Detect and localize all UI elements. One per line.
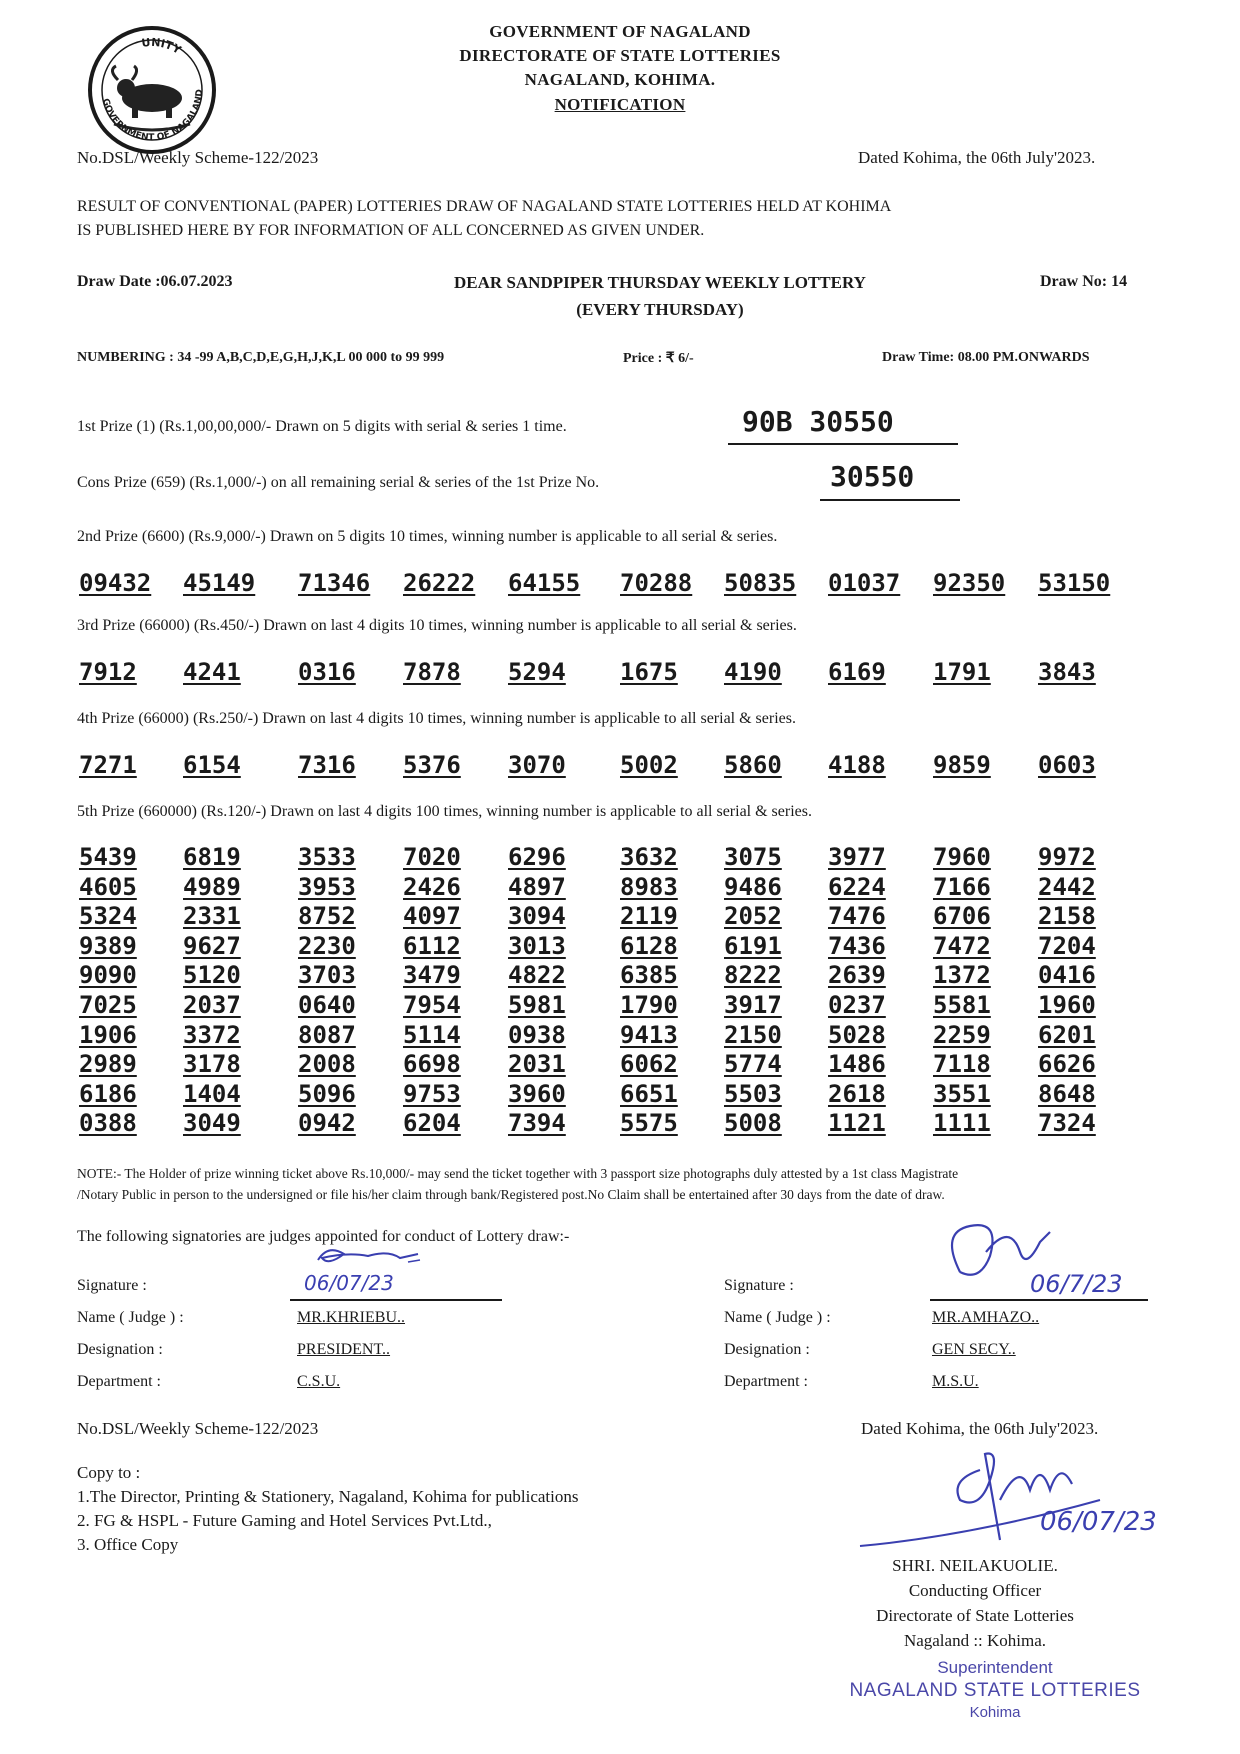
winning-number: 5981 bbox=[508, 991, 566, 1019]
winning-number: 7394 bbox=[508, 1109, 566, 1138]
winning-number: 7472 bbox=[933, 931, 991, 960]
winning-number: 5028 bbox=[828, 1020, 886, 1049]
winning-number: 26222 bbox=[403, 569, 476, 597]
left-designation-label: Designation : bbox=[77, 1341, 163, 1358]
left-department-label: Department : bbox=[77, 1373, 161, 1390]
winning-number: 1791 bbox=[933, 658, 991, 686]
winning-number: 53150 bbox=[1038, 569, 1111, 597]
officer-organization: Directorate of State Lotteries bbox=[876, 1606, 1074, 1625]
winning-number: 6819 bbox=[183, 843, 241, 871]
winning-number: 6296 bbox=[508, 843, 566, 871]
winning-number: 45149 bbox=[183, 569, 256, 597]
winning-number: 3953 bbox=[298, 872, 356, 901]
copy-item-2: 2. FG & HSPL - Future Gaming and Hotel Services Pvt.Ltd., bbox=[77, 1511, 492, 1530]
winning-number: 7118 bbox=[933, 1050, 991, 1079]
winning-number: 6626 bbox=[1038, 1050, 1096, 1079]
winning-number: 6128 bbox=[620, 931, 678, 960]
winning-number: 3551 bbox=[933, 1079, 991, 1108]
left-judge-signature bbox=[288, 1240, 508, 1300]
winning-number: 7166 bbox=[933, 872, 991, 901]
cons-prize-label: Cons Prize (659) (Rs.1,000/-) on all remaining serial & series of the 1st Prize No. bbox=[77, 474, 600, 491]
stamp-line-3: Kohima bbox=[969, 1704, 1021, 1721]
winning-number: 5114 bbox=[403, 1020, 461, 1049]
right-judge-signature bbox=[930, 1212, 1190, 1302]
winning-number: 6204 bbox=[403, 1109, 461, 1138]
winning-number: 3977 bbox=[828, 843, 886, 871]
right-signature-date: 06/7/23 bbox=[1030, 1270, 1123, 1298]
winning-number: 5120 bbox=[183, 961, 241, 990]
winning-number: 7436 bbox=[828, 931, 886, 960]
winning-number: 3178 bbox=[183, 1050, 241, 1079]
winning-number: 5860 bbox=[724, 751, 782, 779]
winning-number: 4241 bbox=[183, 658, 241, 686]
left-signature-label: Signature : bbox=[77, 1277, 147, 1294]
winning-number: 2008 bbox=[298, 1050, 356, 1079]
copy-item-3: 3. Office Copy bbox=[77, 1535, 179, 1554]
conducting-officer-signature bbox=[850, 1440, 1230, 1570]
left-signature-date: 06/07/23 bbox=[304, 1271, 394, 1295]
winning-number: 2442 bbox=[1038, 872, 1096, 901]
header-notification: NOTIFICATION bbox=[554, 95, 686, 114]
copy-to-label: Copy to : bbox=[77, 1463, 141, 1482]
winning-number: 1790 bbox=[620, 991, 678, 1019]
lottery-title: DEAR SANDPIPER THURSDAY WEEKLY LOTTERY bbox=[454, 273, 866, 292]
winning-number: 5294 bbox=[508, 658, 566, 686]
winning-number: 3070 bbox=[508, 751, 566, 779]
dated-line: Dated Kohima, the 06th July'2023. bbox=[858, 148, 1096, 167]
winning-number: 7476 bbox=[828, 902, 886, 931]
winning-number: 7878 bbox=[403, 658, 461, 686]
left-judge-department: C.S.U. bbox=[297, 1373, 341, 1390]
winning-number: 7954 bbox=[403, 991, 461, 1019]
winning-number: 6186 bbox=[79, 1079, 137, 1108]
winning-number: 8648 bbox=[1038, 1079, 1096, 1108]
numbering: NUMBERING : 34 -99 A,B,C,D,E,G,H,J,K,L 00 000 to 99 999 bbox=[77, 350, 445, 365]
winning-number: 6201 bbox=[1038, 1020, 1096, 1049]
winning-number: 7912 bbox=[79, 658, 137, 686]
price: Price : ₹ 6/- bbox=[623, 351, 694, 366]
winning-number: 71346 bbox=[298, 569, 371, 597]
draw-date: Draw Date :06.07.2023 bbox=[77, 273, 233, 290]
winning-number: 6062 bbox=[620, 1050, 678, 1079]
winning-number: 3960 bbox=[508, 1079, 566, 1108]
winning-number: 3049 bbox=[183, 1109, 241, 1138]
winning-number: 5008 bbox=[724, 1109, 782, 1138]
winning-number: 7960 bbox=[933, 843, 991, 871]
winning-number: 3075 bbox=[724, 843, 782, 871]
winning-number: 70288 bbox=[620, 569, 693, 597]
officer-title: Conducting Officer bbox=[908, 1581, 1042, 1600]
winning-number: 1675 bbox=[620, 658, 678, 686]
winning-number: 0603 bbox=[1038, 751, 1096, 779]
winning-number: 4897 bbox=[508, 872, 566, 901]
winning-number: 09432 bbox=[79, 569, 152, 597]
note-line-2: /Notary Public in person to the undersigned or file his/her claim through bank/Registered post.No Claim shall be entertained after 30 days from the date of draw. bbox=[77, 1187, 945, 1202]
winning-number: 8983 bbox=[620, 872, 678, 901]
winning-number: 2037 bbox=[183, 991, 241, 1019]
winning-number: 6112 bbox=[403, 931, 461, 960]
winning-number: 6698 bbox=[403, 1050, 461, 1079]
winning-number: 7316 bbox=[298, 751, 356, 779]
winning-number: 6224 bbox=[828, 872, 886, 901]
winning-number: 9627 bbox=[183, 931, 241, 960]
winning-number: 64155 bbox=[508, 569, 581, 597]
winning-number: 5324 bbox=[79, 902, 137, 931]
winning-number: 1121 bbox=[828, 1109, 886, 1138]
winning-number: 0942 bbox=[298, 1109, 356, 1138]
winning-number: 6706 bbox=[933, 902, 991, 931]
winning-number: 0388 bbox=[79, 1109, 137, 1138]
winning-number: 9753 bbox=[403, 1079, 461, 1108]
winning-number: 2150 bbox=[724, 1020, 782, 1049]
winning-number: 1960 bbox=[1038, 991, 1096, 1019]
winning-number: 92350 bbox=[933, 569, 1006, 597]
note-line-1: NOTE:- The Holder of prize winning ticket above Rs.10,000/- may send the ticket together with 3 passport size photographs duly attested by a 1st class Magistrate bbox=[77, 1166, 959, 1181]
stamp-line-2: NAGALAND STATE LOTTERIES bbox=[849, 1680, 1141, 1701]
left-name-label: Name ( Judge ) : bbox=[77, 1309, 184, 1326]
winning-number: 9090 bbox=[79, 961, 137, 990]
draw-time: Draw Time: 08.00 PM.ONWARDS bbox=[882, 350, 1090, 365]
left-signature-line bbox=[290, 1299, 502, 1301]
right-designation-label: Designation : bbox=[724, 1341, 810, 1358]
winning-number: 2259 bbox=[933, 1020, 991, 1049]
first-prize-number: 90B 30550 bbox=[742, 405, 894, 438]
winning-number: 2639 bbox=[828, 961, 886, 990]
winning-number: 8752 bbox=[298, 902, 356, 931]
winning-number: 3013 bbox=[508, 931, 566, 960]
winning-number: 3094 bbox=[508, 902, 566, 931]
footer-reference-number: No.DSL/Weekly Scheme-122/2023 bbox=[77, 1419, 319, 1438]
winning-number: 7324 bbox=[1038, 1109, 1096, 1138]
left-judge-designation: PRESIDENT.. bbox=[297, 1341, 391, 1358]
winning-number: 3703 bbox=[298, 961, 356, 990]
third-prize-label: 3rd Prize (66000) (Rs.450/-) Drawn on last 4 digits 10 times, winning number is applicable to all serial & series. bbox=[77, 617, 797, 634]
left-judge-name: MR.KHRIEBU.. bbox=[297, 1309, 406, 1326]
first-prize-rule bbox=[728, 443, 958, 445]
judges-intro: The following signatories are judges appointed for conduct of Lottery draw:- bbox=[77, 1228, 570, 1245]
winning-number: 0938 bbox=[508, 1020, 566, 1049]
cons-prize-number: 30550 bbox=[830, 460, 915, 493]
winning-number: 0640 bbox=[298, 991, 356, 1019]
right-judge-designation: GEN SECY.. bbox=[932, 1341, 1016, 1358]
reference-number: No.DSL/Weekly Scheme-122/2023 bbox=[77, 148, 319, 167]
winning-number: 5575 bbox=[620, 1109, 678, 1138]
winning-number: 9972 bbox=[1038, 843, 1096, 871]
right-judge-department: M.S.U. bbox=[932, 1373, 979, 1390]
winning-number: 2618 bbox=[828, 1079, 886, 1108]
draw-number: Draw No: 14 bbox=[1040, 273, 1128, 290]
winning-number: 8087 bbox=[298, 1020, 356, 1049]
header-line-3: NAGALAND, KOHIMA. bbox=[524, 70, 716, 89]
logo-top-text: UNITY bbox=[140, 35, 184, 57]
winning-number: 8222 bbox=[724, 961, 782, 990]
lottery-subtitle: (EVERY THURSDAY) bbox=[576, 300, 744, 319]
officer-name: SHRI. NEILAKUOLIE. bbox=[892, 1556, 1058, 1575]
winning-number: 9389 bbox=[79, 931, 137, 960]
winning-number: 5774 bbox=[724, 1050, 782, 1079]
winning-number: 7025 bbox=[79, 991, 137, 1019]
winning-number: 0316 bbox=[298, 658, 356, 686]
winning-number: 50835 bbox=[724, 569, 797, 597]
winning-number: 2426 bbox=[403, 872, 461, 901]
winning-number: 6651 bbox=[620, 1079, 678, 1108]
right-signature-label: Signature : bbox=[724, 1277, 794, 1294]
winning-number: 9413 bbox=[620, 1020, 678, 1049]
intro-line-1: RESULT OF CONVENTIONAL (PAPER) LOTTERIES DRAW OF NAGALAND STATE LOTTERIES HELD AT KOHIMA bbox=[77, 198, 892, 215]
right-name-label: Name ( Judge ) : bbox=[724, 1309, 831, 1326]
cons-prize-rule bbox=[820, 499, 960, 501]
winning-number: 6191 bbox=[724, 931, 782, 960]
winning-number: 3632 bbox=[620, 843, 678, 871]
fifth-prize-label: 5th Prize (660000) (Rs.120/-) Drawn on last 4 digits 100 times, winning number is applicable to all serial & series. bbox=[77, 803, 812, 820]
intro-line-2: IS PUBLISHED HERE BY FOR INFORMATION OF ALL CONCERNED AS GIVEN UNDER. bbox=[77, 222, 705, 239]
winning-number: 2031 bbox=[508, 1050, 566, 1079]
copy-item-1: 1.The Director, Printing & Stationery, Nagaland, Kohima for publications bbox=[77, 1487, 579, 1506]
second-prize-label: 2nd Prize (6600) (Rs.9,000/-) Drawn on 5 digits 10 times, winning number is applicable to all serial & series. bbox=[77, 528, 778, 545]
winning-number: 1404 bbox=[183, 1079, 241, 1108]
winning-number: 1906 bbox=[79, 1020, 137, 1049]
winning-number: 1372 bbox=[933, 961, 991, 990]
winning-number: 5439 bbox=[79, 843, 137, 871]
winning-number: 5581 bbox=[933, 991, 991, 1019]
winning-number: 5376 bbox=[403, 751, 461, 779]
logo-ring-text: GOVERNMENT OF NAGALAND bbox=[99, 88, 206, 144]
winning-number: 4190 bbox=[724, 658, 782, 686]
winning-number: 5503 bbox=[724, 1079, 782, 1108]
fourth-prize-label: 4th Prize (66000) (Rs.250/-) Drawn on last 4 digits 10 times, winning number is applicable to all serial & series. bbox=[77, 710, 796, 727]
winning-number: 1486 bbox=[828, 1050, 886, 1079]
footer-dated-line: Dated Kohima, the 06th July'2023. bbox=[861, 1419, 1099, 1438]
stamp-line-1: Superintendent bbox=[937, 1658, 1053, 1677]
winning-number: 4822 bbox=[508, 961, 566, 990]
right-signature-line bbox=[930, 1299, 1148, 1301]
svg-text:UNITY bbox=[141, 36, 184, 57]
winning-number: 2052 bbox=[724, 902, 782, 931]
winning-number: 4989 bbox=[183, 872, 241, 901]
winning-number: 3372 bbox=[183, 1020, 241, 1049]
winning-number: 1111 bbox=[933, 1109, 991, 1138]
winning-number: 5096 bbox=[298, 1079, 356, 1108]
first-prize-label: 1st Prize (1) (Rs.1,00,00,000/- Drawn on 5 digits with serial & series 1 time. bbox=[77, 418, 567, 435]
winning-number: 2158 bbox=[1038, 902, 1096, 931]
winning-number: 6154 bbox=[183, 751, 241, 779]
winning-number: 2331 bbox=[183, 902, 241, 931]
header-line-2: DIRECTORATE OF STATE LOTTERIES bbox=[459, 46, 781, 65]
winning-number: 3479 bbox=[403, 961, 461, 990]
winning-number: 5002 bbox=[620, 751, 678, 779]
winning-number: 6169 bbox=[828, 658, 886, 686]
winning-number: 0237 bbox=[828, 991, 886, 1019]
header-line-1: GOVERNMENT OF NAGALAND bbox=[489, 22, 751, 41]
winning-number: 4188 bbox=[828, 751, 886, 779]
winning-number: 7020 bbox=[403, 843, 461, 871]
right-department-label: Department : bbox=[724, 1373, 808, 1390]
government-seal-logo bbox=[86, 24, 218, 156]
winning-number: 2230 bbox=[298, 931, 356, 960]
winning-number: 01037 bbox=[828, 569, 901, 597]
winning-number: 2989 bbox=[79, 1050, 137, 1079]
winning-number: 2119 bbox=[620, 902, 678, 931]
winning-number: 6385 bbox=[620, 961, 678, 990]
winning-number: 7271 bbox=[79, 751, 137, 779]
winning-number: 3917 bbox=[724, 991, 782, 1019]
winning-number: 3843 bbox=[1038, 658, 1096, 686]
officer-place: Nagaland :: Kohima. bbox=[903, 1631, 1047, 1650]
winning-number: 3533 bbox=[298, 843, 356, 871]
winning-number: 4605 bbox=[79, 872, 137, 901]
officer-signature-date: 06/07/23 bbox=[1040, 1507, 1157, 1537]
winning-number: 4097 bbox=[403, 902, 461, 931]
winning-number: 9859 bbox=[933, 751, 991, 779]
winning-number: 9486 bbox=[724, 872, 782, 901]
right-judge-name: MR.AMHAZO.. bbox=[932, 1309, 1040, 1326]
winning-number: 0416 bbox=[1038, 961, 1096, 990]
winning-number: 7204 bbox=[1038, 931, 1096, 960]
